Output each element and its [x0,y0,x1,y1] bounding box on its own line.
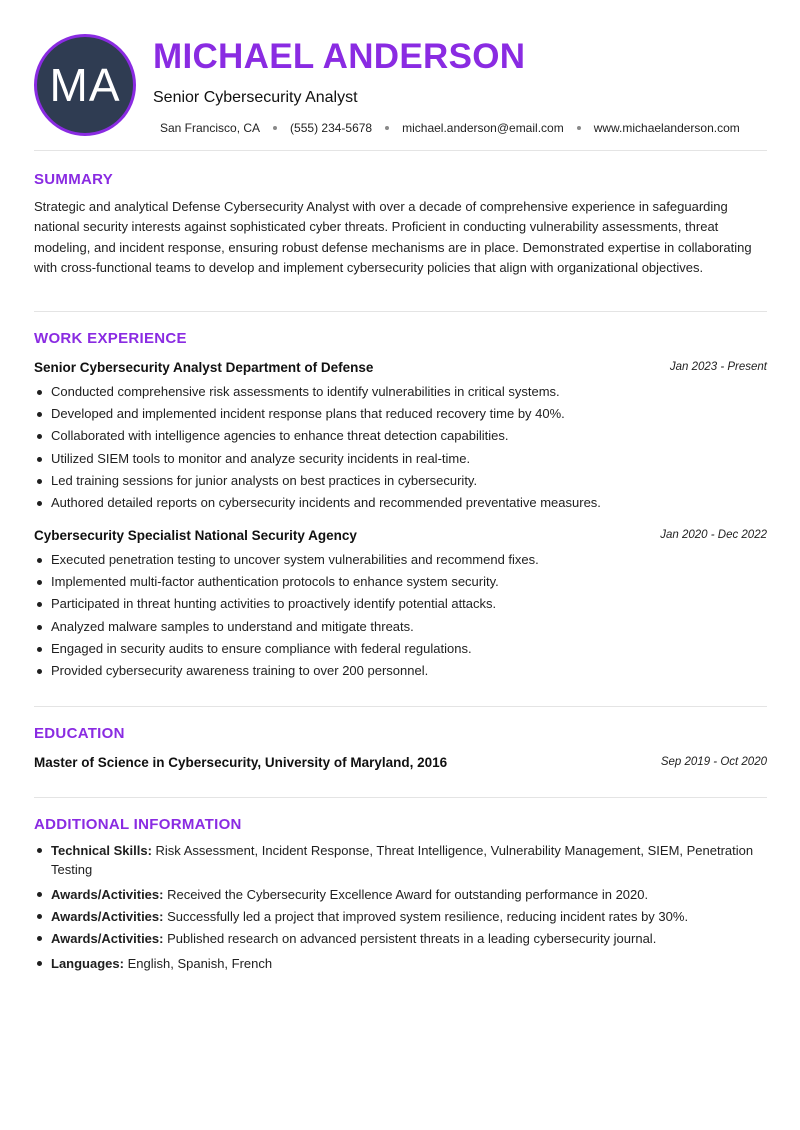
contact-phone[interactable]: (555) 234-5678 [290,121,373,135]
contact-website[interactable]: www.michaelanderson.com [593,121,740,135]
avatar-initials: MA [49,59,121,111]
separator-dot [273,126,277,130]
summary-heading: SUMMARY [34,171,114,188]
list-item: Utilized SIEM tools to monitor and analyze security incidents in real-time. [34,448,767,470]
education-degree: Master of Science in Cybersecurity, University of Maryland, 2016 [34,754,448,770]
list-item: Collaborated with intelligence agencies to enhance threat detection capabilities. [34,425,767,447]
list-item [34,841,767,879]
item-label: Languages: [51,956,124,971]
candidate-title: Senior Cybersecurity Analyst [153,89,358,106]
divider [34,150,767,151]
list-item: Conducted comprehensive risk assessments to identify vulnerabilities in critical systems. [34,381,767,403]
education-row [34,753,767,771]
item-label: Awards/Activities: [51,909,164,924]
summary-text: Strategic and analytical Defense Cybersecurity Analyst with over a decade of comprehensive experience in safeguarding national security interests against sophisticated cyber threats. Proficient in conducting vulnerability assessments, threat modeling, and incident response, ensuring robust defense mechanisms are in place. Demonstrated expertise in collaborating with cross-functional teams to develop and implement cybersecurity policies that align with organizational objectives. [34,199,752,275]
item-text: Successfully led a project that improved system resilience, reducing incident rates by 30%. [163,909,689,924]
divider [34,797,767,798]
list-item: Engaged in security audits to ensure compliance with federal regulations. [34,638,767,660]
divider [34,311,767,312]
list-item: Provided cybersecurity awareness training to over 200 personnel. [34,660,767,682]
experience-heading: WORK EXPERIENCE [34,330,187,347]
additional-heading: ADDITIONAL INFORMATION [34,816,242,833]
list-item [34,954,767,973]
separator-dot [385,126,389,130]
separator-dot [577,126,581,130]
job-title: Senior Cybersecurity Analyst Department of Defense [34,359,374,375]
job-header [34,526,767,544]
list-item [34,929,767,948]
job-bullets [34,549,767,682]
contact-bar [160,120,740,136]
list-item: Executed penetration testing to uncover system vulnerabilities and recommend fixes. [34,549,767,571]
item-text: Risk Assessment, Incident Response, Threat Intelligence, Vulnerability Management, SIEM, Penetration Testing [51,843,754,877]
job-dates: Jan 2023 - Present [669,361,767,373]
job-bullets [34,381,767,514]
list-item [34,885,767,904]
list-item [34,907,767,926]
item-label: Technical Skills: [51,843,152,858]
list-item: Participated in threat hunting activities to proactively identify potential attacks. [34,593,767,615]
education-heading: EDUCATION [34,725,125,742]
list-item: Authored detailed reports on cybersecurity incidents and recommended preventative measures. [34,492,767,514]
job-dates: Jan 2020 - Dec 2022 [660,529,767,541]
list-item: Led training sessions for junior analysts on best practices in cybersecurity. [34,470,767,492]
item-text: English, Spanish, French [123,956,273,971]
item-label: Awards/Activities: [51,931,164,946]
list-item: Analyzed malware samples to understand and mitigate threats. [34,616,767,638]
contact-email[interactable]: michael.anderson@email.com [402,121,564,135]
education-dates: Sep 2019 - Oct 2020 [660,756,767,768]
list-item: Developed and implemented incident response plans that reduced recovery time by 40%. [34,403,767,425]
candidate-name: MICHAEL ANDERSON [153,37,526,76]
divider [34,706,767,707]
item-text: Received the Cybersecurity Excellence Award for outstanding performance in 2020. [163,887,649,902]
item-label: Awards/Activities: [51,887,164,902]
list-item: Implemented multi-factor authentication protocols to enhance system security. [34,571,767,593]
job-header [34,358,767,376]
job-title: Cybersecurity Specialist National Security Agency [34,527,357,543]
contact-location: San Francisco, CA [160,121,261,135]
additional-list [34,841,767,976]
item-text: Published research on advanced persistent threats in a leading cybersecurity journal. [163,931,657,946]
avatar [34,34,136,136]
